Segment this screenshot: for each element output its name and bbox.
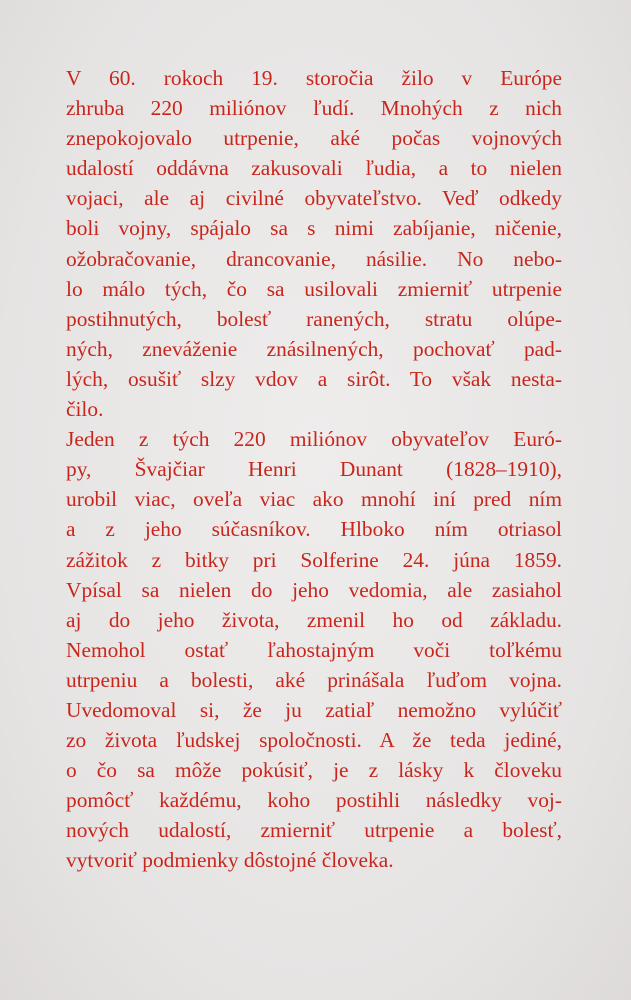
paragraph-2 (66, 424, 562, 875)
text-line: zo života ľudskej spoločnosti. A že teda jediné, (66, 728, 562, 753)
text-line: znepokojovalo utrpenie, aké počas vojnových (66, 126, 562, 151)
text-block (66, 63, 562, 876)
text-line: ožobračovanie, drancovanie, násilie. No nebo- (66, 246, 562, 271)
text-line: lých, osušiť slzy vdov a sirôt. To však nesta- (66, 366, 562, 391)
text-line: vytvoriť podmienky dôstojné človeka. (66, 848, 394, 873)
text-line: a z jeho súčasníkov. Hlboko ním otriasol (66, 517, 562, 542)
text-line: pomôcť každému, koho postihli následky voj- (66, 788, 562, 813)
text-line: Nemohol ostať ľahostajným voči toľkému (66, 637, 562, 662)
text-line: boli vojny, spájalo sa s nimi zabíjanie, ničenie, (66, 216, 562, 241)
text-line: o čo sa môže pokúsiť, je z lásky k človeku (66, 758, 562, 783)
text-line: postihnutých, bolesť ranených, stratu olúpe- (66, 306, 562, 331)
text-line: ných, zneváženie znásilnených, pochovať pad- (66, 336, 562, 361)
text-line: zhruba 220 miliónov ľudí. Mnohých z nich (66, 96, 562, 121)
text-line: aj do jeho života, zmenil ho od základu. (66, 607, 562, 632)
text-line: Uvedomoval si, že ju zatiaľ nemožno vylúčiť (66, 697, 562, 722)
text-line: Vpísal sa nielen do jeho vedomia, ale zasiahol (66, 577, 562, 602)
text-line: V 60. rokoch 19. storočia žilo v Európe (66, 66, 562, 90)
text-line: py, Švajčiar Henri Dunant (1828–1910), (66, 457, 562, 482)
text-line: udalostí oddávna zakusovali ľudia, a to nielen (66, 156, 562, 181)
text-line: lo málo tých, čo sa usilovali zmierniť utrpenie (66, 276, 562, 301)
paragraph-1 (66, 63, 562, 424)
text-line: Jeden z tých 220 miliónov obyvateľov Euró- (66, 427, 562, 452)
text-line: nových udalostí, zmierniť utrpenie a bolesť, (66, 818, 562, 843)
text-line: utrpeniu a bolesti, aké prinášala ľuďom vojna. (66, 667, 562, 692)
text-line: čilo. (66, 397, 104, 422)
text-line: vojaci, ale aj civilné obyvateľstvo. Veď odkedy (66, 186, 562, 211)
text-line: zážitok z bitky pri Solferine 24. júna 1859. (66, 547, 562, 572)
text-line: urobil viac, oveľa viac ako mnohí iní pred ním (66, 487, 562, 512)
